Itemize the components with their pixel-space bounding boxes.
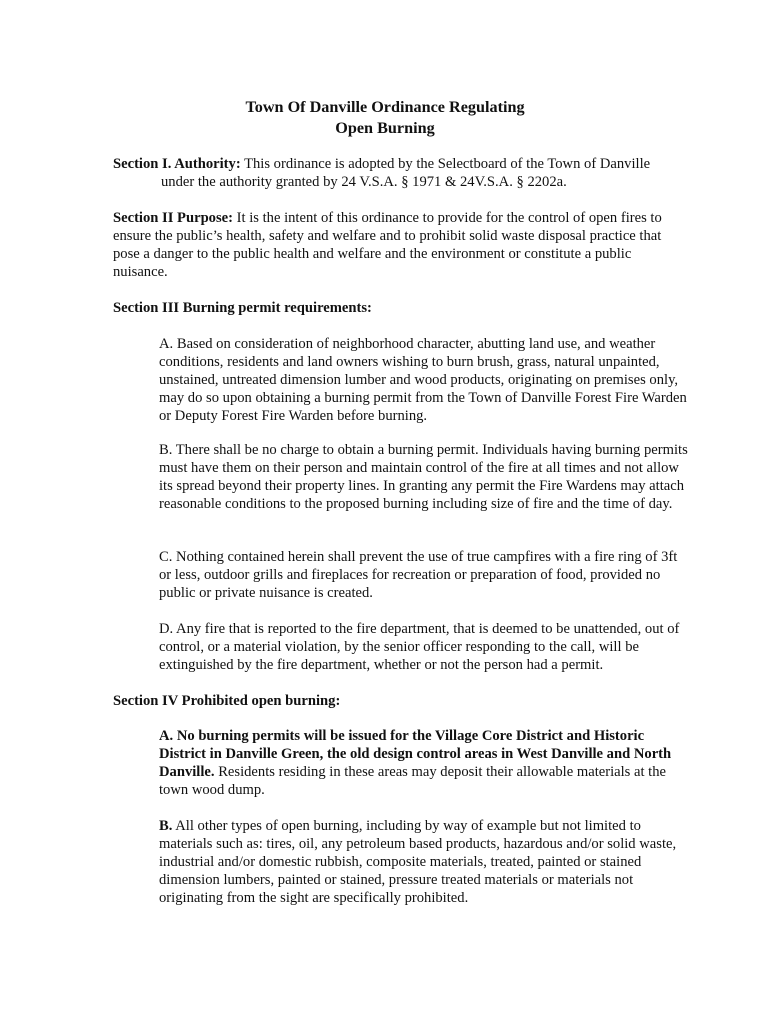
section-1-heading: Section I. Authority: <box>113 156 241 172</box>
title-line-2: Open Burning <box>335 119 435 137</box>
section-4-heading-block <box>113 692 683 710</box>
section-3-heading-block <box>113 299 683 317</box>
section-4-item-b-text: All other types of open burning, including by way of example but not limited to materials such as: tires, oil, any petroleum based products, hazardous and/or solid waste, industrial and/or domestic rubbish, composite materials, treated, painted or stained dimension lumbers, painted or stained, pressure treated materials or materials not originating from the sight are specifically prohibited. <box>159 818 677 906</box>
section-2-purpose <box>113 209 683 281</box>
title-line-1: Town Of Danville Ordinance Regulating <box>245 98 525 116</box>
section-3-item-c: C. Nothing contained herein shall prevent the use of true campfires with a fire ring of 3ft or less, outdoor grills and fireplaces for recreation or preparation of food, provided no public or private nuisance is created. <box>159 549 678 601</box>
section-2-heading: Section II Purpose: <box>113 210 233 226</box>
section-4-item-a-bold: A. No burning permits will be issued for the Village Core District and Historic District in Danville Green, the old design control areas in West Danville and North Danville. <box>159 728 672 780</box>
section-1-authority <box>113 155 683 191</box>
section-3-item-a: A. Based on consideration of neighborhood character, abutting land use, and weather conditions, residents and land owners wishing to burn brush, grass, natural unpainted, unstained, untreated dimension lumber and wood products, originating on premises only, may do so upon obtaining a burning permit from the Town of Danville Forest Fire Warden or Deputy Forest Fire Warden before burning. <box>159 336 687 424</box>
section-3-item-d: D. Any fire that is reported to the fire department, that is deemed to be unattended, out of control, or a material violation, by the senior officer responding to the call, will be extinguished by the fire department, whether or not the person had a permit. <box>159 621 680 673</box>
section-1-text-continued: under the authority granted by 24 V.S.A. § 1971 & 24V.S.A. § 2202a. <box>161 174 567 190</box>
section-4-item-b-label: B. <box>159 818 173 834</box>
section-3-heading: Section III Burning permit requirements: <box>113 300 372 316</box>
section-1-text: This ordinance is adopted by the Selectboard of the Town of Danville <box>240 156 651 172</box>
section-3-item-b: B. There shall be no charge to obtain a burning permit. Individuals having burning permits must have them on their person and maintain control of the fire at all times and not allow its spread beyond their property lines. In granting any permit the Fire Wardens may attach reasonable conditions to the proposed burning including size of fire and the time of day. <box>159 442 688 512</box>
document-title <box>0 97 770 139</box>
section-4-heading: Section IV Prohibited open burning: <box>113 693 341 709</box>
section-2-text: It is the intent of this ordinance to provide for the control of open fires to ensure the public’s health, safety and welfare and to prohibit solid waste disposal practice that pose a danger to the public health and welfare and the environment or constitute a public nuisance. <box>113 210 662 280</box>
section-4-item-a <box>159 727 689 799</box>
section-4-item-a-text: Residents residing in these areas may deposit their allowable materials at the town wood dump. <box>159 764 667 798</box>
section-4-item-b <box>159 817 689 907</box>
